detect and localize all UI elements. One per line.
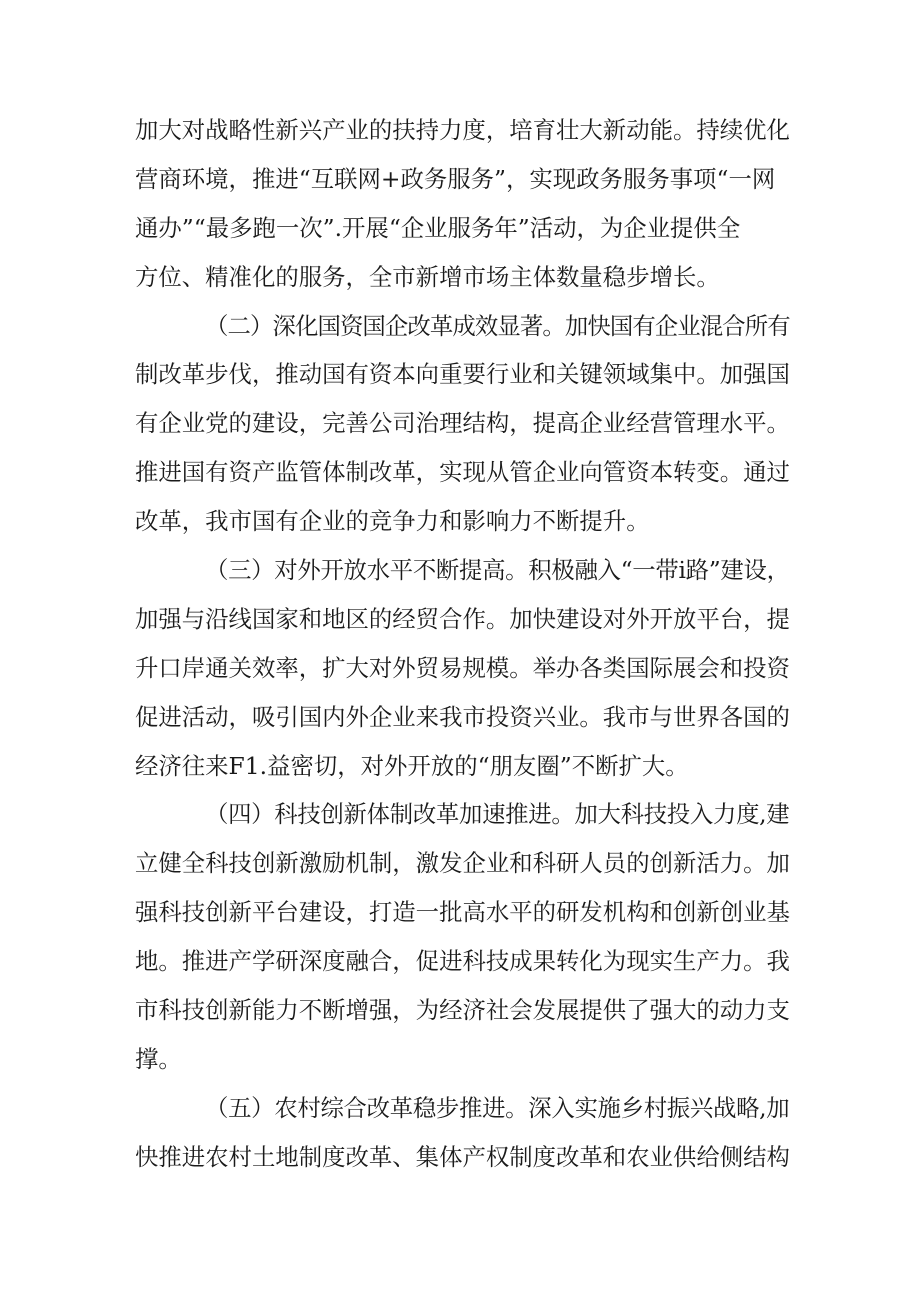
paragraph-section-5: [135, 1084, 791, 1182]
text-line: 制改革步伐，推动国有资本向重要行业和关键领域集中。加强国: [135, 360, 790, 389]
text-line: 加大对战略性新兴产业的扶持力度，培育壮大新动能。持续优化: [135, 116, 790, 144]
text-line: （三）对外开放水平不断提高。积极融入“一带i路”建设，: [205, 556, 790, 585]
text-line: 市科技创新能力不断增强，为经济社会发展提供了强大的动力支: [135, 996, 790, 1025]
text-line: （四）科技创新体制改革加速推进。加大科技投入力度,建: [205, 800, 790, 829]
text-line: 促进活动，吸引国内外企业来我市投资兴业。我市与世界各国的: [135, 702, 790, 731]
text-line: 改革，我市国有企业的竞争力和影响力不断提升。: [135, 507, 650, 536]
text-line: （五）农村综合改革稳步推进。深入实施乡村振兴战略,加: [205, 1093, 790, 1122]
text-line: 方位、精准化的服务，全市新增市场主体数量稳步增长。: [135, 262, 720, 291]
text-line: 立健全科技创新激励机制，激发企业和科研人员的创新活力。加: [135, 849, 790, 878]
document-body: [135, 106, 791, 1182]
text-line: 加强与沿线国家和地区的经贸合作。加快建设对外开放平台，提: [135, 604, 790, 633]
text-line: 升口岸通关效率，扩大对外贸易规模。举办各类国际展会和投资: [135, 653, 790, 682]
text-line: 快推进农村土地制度改革、集体产权制度改革和农业供给侧结构: [135, 1142, 790, 1171]
text-line: 地。推进产学研深度融合，促进科技成果转化为现实生产力。我: [135, 947, 790, 976]
text-line: 强科技创新平台建设，打造一批高水平的研发机构和创新创业基: [135, 898, 790, 927]
paragraph-section-3: [135, 546, 791, 790]
text-line: 营商环境，推进“互联网+政务服务”，实现政务服务事项“一网: [135, 164, 776, 193]
text-line: 经济往来F1.益密切，对外开放的“朋友圈”不断扩大。: [135, 751, 689, 780]
text-line: 推进国有资产监管体制改革，实现从管企业向管资本转变。通过: [135, 458, 790, 487]
paragraph-section-2: [135, 302, 791, 546]
text-line: 撑。: [135, 1044, 182, 1073]
text-line: 通办”“最多跑一次”.开展“企业服务年”活动，为企业提供全: [135, 213, 741, 242]
paragraph-section-4: [135, 790, 791, 1083]
text-line: 有企业党的建设，完善公司治理结构，提高企业经营管理水平。: [135, 409, 790, 438]
paragraph-continuation: [135, 106, 791, 302]
text-line: （二）深化国资国企改革成效显著。加快国有企业混合所有: [205, 311, 790, 340]
